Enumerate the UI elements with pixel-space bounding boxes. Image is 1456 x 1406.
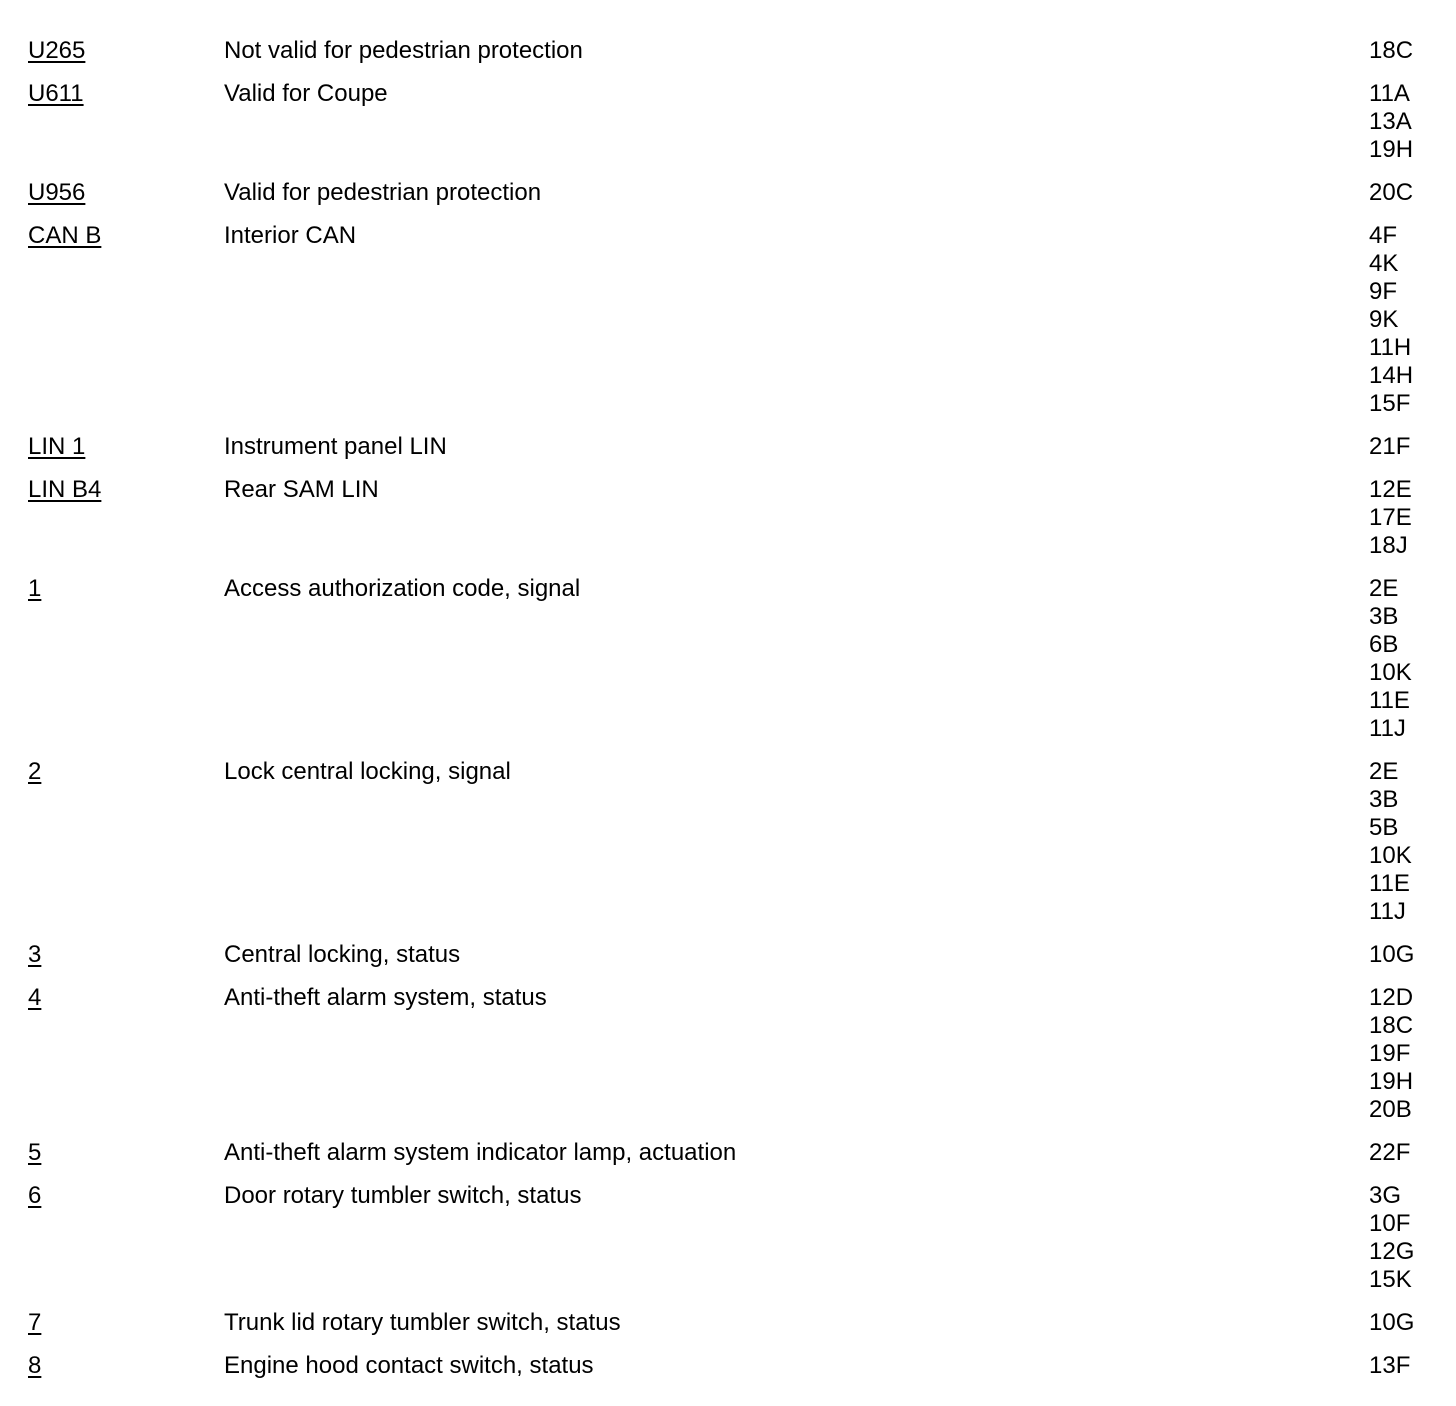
grid-reference-list: [1369, 758, 1412, 926]
grid-reference: 22F: [1369, 1139, 1411, 1166]
legend-code-link[interactable]: CAN B: [28, 222, 102, 249]
legend-code-link[interactable]: 3: [28, 941, 42, 968]
grid-reference: 2E: [1369, 575, 1399, 602]
grid-reference-list: [1369, 179, 1413, 207]
grid-reference-list: [1369, 1309, 1414, 1337]
grid-reference-list: [1369, 222, 1413, 418]
grid-reference: 11J: [1369, 898, 1406, 925]
legend-code-link[interactable]: 4: [28, 984, 42, 1011]
grid-reference: 21F: [1369, 433, 1411, 460]
legend-description: Central locking, status: [224, 941, 461, 968]
legend-code-link[interactable]: U611: [28, 80, 84, 107]
grid-reference: 14H: [1369, 362, 1414, 389]
grid-reference: 12D: [1369, 984, 1414, 1011]
grid-reference: 2E: [1369, 758, 1399, 785]
grid-reference-list: [1369, 1352, 1410, 1380]
legend-description: Instrument panel LIN: [224, 433, 447, 460]
legend-code-link[interactable]: 1: [28, 575, 42, 602]
grid-reference: 19F: [1369, 1040, 1411, 1067]
grid-reference: 11H: [1369, 334, 1412, 361]
legend-code-link[interactable]: 8: [28, 1352, 42, 1379]
grid-reference: 4F: [1369, 222, 1398, 249]
grid-reference: 5B: [1369, 814, 1399, 841]
legend-description: Valid for Coupe: [224, 80, 388, 107]
legend-code-link[interactable]: 6: [28, 1182, 42, 1209]
grid-reference: 3B: [1369, 603, 1399, 630]
grid-reference: 17E: [1369, 504, 1412, 531]
grid-reference-list: [1369, 476, 1412, 560]
grid-reference-list: [1369, 433, 1410, 461]
grid-reference-list: [1369, 941, 1414, 969]
grid-reference: 11J: [1369, 715, 1406, 742]
legend-description: Interior CAN: [224, 222, 357, 249]
legend-code-link[interactable]: 2: [28, 758, 42, 785]
legend-code-link[interactable]: U956: [28, 179, 86, 206]
grid-reference: 3G: [1369, 1182, 1402, 1209]
grid-reference: 9K: [1369, 306, 1399, 333]
grid-reference: 13A: [1369, 108, 1412, 135]
grid-reference: 20C: [1369, 179, 1414, 206]
grid-reference: 10K: [1369, 659, 1412, 686]
legend-description: Lock central locking, signal: [224, 758, 511, 785]
grid-reference: 18J: [1369, 532, 1408, 559]
legend-code-link[interactable]: LIN 1: [28, 433, 86, 460]
legend-description: Not valid for pedestrian protection: [224, 37, 583, 64]
grid-reference: 12E: [1369, 476, 1412, 503]
grid-reference: 10K: [1369, 842, 1412, 869]
grid-reference: 11A: [1369, 80, 1410, 107]
grid-reference: 11E: [1369, 870, 1410, 897]
grid-reference-list: [1369, 80, 1413, 164]
legend-code-link[interactable]: 7: [28, 1309, 42, 1336]
grid-reference-list: [1369, 1182, 1414, 1294]
grid-reference: 9F: [1369, 278, 1398, 305]
grid-reference: 15K: [1369, 1266, 1412, 1293]
legend-description: Door rotary tumbler switch, status: [224, 1182, 582, 1209]
grid-reference: 11E: [1369, 687, 1410, 714]
grid-reference: 13F: [1369, 1352, 1411, 1379]
grid-reference: 10G: [1369, 1309, 1415, 1336]
grid-reference-list: [1369, 37, 1413, 65]
grid-reference-list: [1369, 1139, 1410, 1167]
legend-description: Valid for pedestrian protection: [224, 179, 542, 206]
grid-reference: 10F: [1369, 1210, 1411, 1237]
legend-code-link[interactable]: 5: [28, 1139, 42, 1166]
grid-reference: 12G: [1369, 1238, 1415, 1265]
grid-reference-list: [1369, 575, 1412, 743]
legend-description: Engine hood contact switch, status: [224, 1352, 594, 1379]
grid-reference: 18C: [1369, 37, 1414, 64]
legend-description: Trunk lid rotary tumbler switch, status: [224, 1309, 621, 1336]
grid-reference: 20B: [1369, 1096, 1412, 1123]
grid-reference: 18C: [1369, 1012, 1414, 1039]
grid-reference: 6B: [1369, 631, 1399, 658]
legend-description: Rear SAM LIN: [224, 476, 379, 503]
legend-description: Anti-theft alarm system, status: [224, 984, 547, 1011]
legend-description: Anti-theft alarm system indicator lamp, actuation: [224, 1139, 737, 1166]
grid-reference: 3B: [1369, 786, 1399, 813]
grid-reference: 4K: [1369, 250, 1399, 277]
grid-reference: 15F: [1369, 390, 1411, 417]
legend-code-link[interactable]: U265: [28, 37, 86, 64]
legend-description: Access authorization code, signal: [224, 575, 581, 602]
grid-reference: 19H: [1369, 1068, 1414, 1095]
grid-reference: 19H: [1369, 136, 1414, 163]
legend-code-link[interactable]: LIN B4: [28, 476, 102, 503]
grid-reference: 10G: [1369, 941, 1415, 968]
grid-reference-list: [1369, 984, 1413, 1124]
